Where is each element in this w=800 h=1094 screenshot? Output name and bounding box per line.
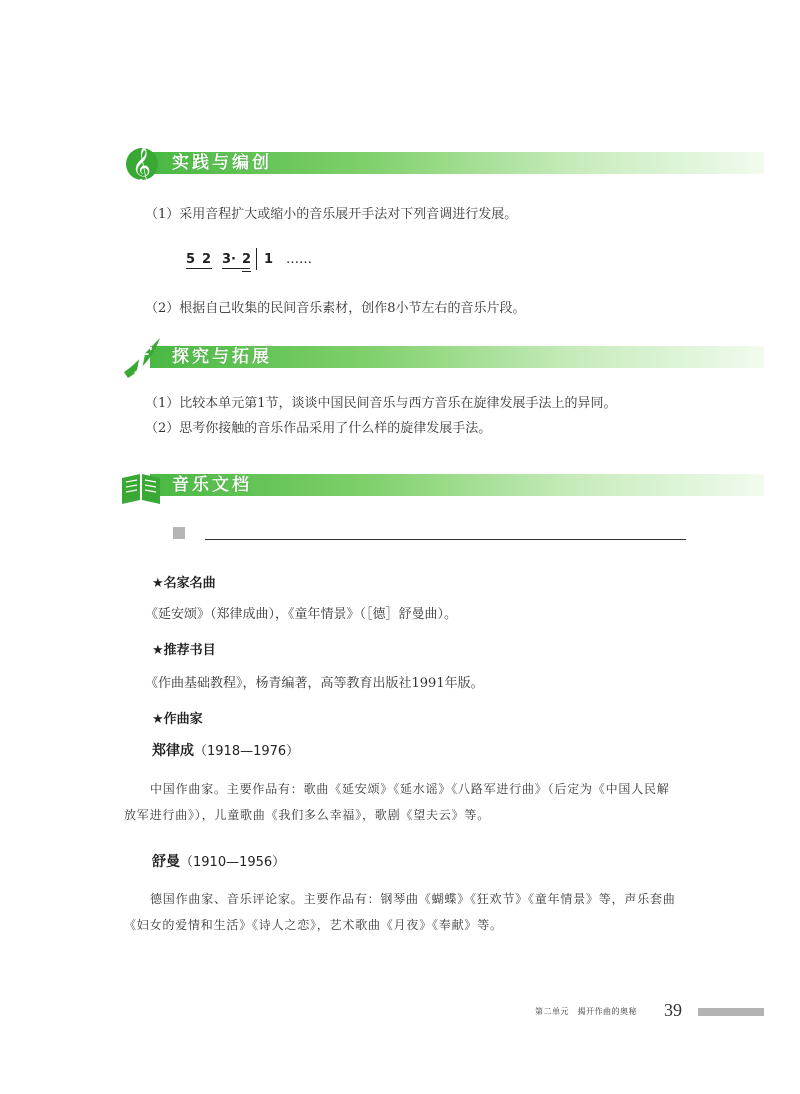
treble-clef-icon xyxy=(120,138,164,186)
notation-ellipsis: …… xyxy=(286,252,312,267)
explore-title: 探究与拓展 xyxy=(172,347,272,367)
composer-1-bio-line-1: 中国作曲家。主要作品有：歌曲《延安颂》《延水谣》《八路军进行曲》（后定为《中国人民解 xyxy=(150,782,670,796)
footer-gray-bar xyxy=(698,1008,764,1016)
practice-item-1: （1）采用音程扩大或缩小的音乐展开手法对下列音调进行发展。 xyxy=(145,207,518,222)
footer-unit-label: 第二单元 揭开作曲的奥秘 xyxy=(535,1007,637,1016)
horizontal-rule xyxy=(205,539,686,540)
recommended-books-text: 《作曲基础教程》，杨青编著，高等教育出版社1991年版。 xyxy=(145,676,484,691)
explore-item-1: （1）比较本单元第1节，谈谈中国民间音乐与西方音乐在旋律发展手法上的异同。 xyxy=(145,396,617,411)
explore-item-2: （2）思考你接触的音乐作品采用了什么样的旋律发展手法。 xyxy=(145,421,492,436)
explore-banner xyxy=(120,342,764,375)
practice-item-2: （2）根据自己收集的民间音乐素材，创作8小节左右的音乐片段。 xyxy=(145,301,526,316)
recommended-books-heading: ★推荐书目 xyxy=(152,643,216,658)
note-5: 5 xyxy=(186,252,196,267)
famous-works-text: 《延安颂》（郑律成曲），《童年情景》（［德］舒曼曲）。 xyxy=(145,607,458,622)
underline-eighth-1 xyxy=(186,268,212,269)
composer-2-name xyxy=(152,851,285,871)
underline-sixteenth xyxy=(242,271,251,272)
composer-2-years: （1910—1956） xyxy=(180,855,286,870)
composer-1-years: （1918—1976） xyxy=(194,744,300,759)
composer-1-bio-line-2: 放军进行曲》），儿童歌曲《我们多么幸福》，歌剧《望夫云》等。 xyxy=(124,808,491,822)
bar-line xyxy=(256,248,257,270)
composer-1-bio xyxy=(124,776,690,828)
famous-works-heading: ★名家名曲 xyxy=(152,576,216,591)
practice-title: 实践与编创 xyxy=(172,153,272,173)
note-2b: 2 xyxy=(242,252,252,267)
composer-1-name-text: 郑律成 xyxy=(152,743,194,759)
note-2: 2 xyxy=(202,252,212,267)
page-number: 39 xyxy=(664,1000,682,1020)
docs-banner xyxy=(120,474,764,500)
composer-1-name xyxy=(152,740,299,760)
docs-title: 音乐文档 xyxy=(172,475,252,495)
composer-2-bio xyxy=(124,886,690,938)
svg-text:𝄞: 𝄞 xyxy=(132,146,151,184)
note-3-dotted: 3· xyxy=(222,252,236,267)
note-1: 1 xyxy=(264,252,274,267)
open-book-icon xyxy=(120,460,164,508)
svg-text:f: f xyxy=(136,342,149,375)
composers-heading: ★作曲家 xyxy=(152,712,203,727)
underline-eighth-2 xyxy=(222,268,250,269)
composer-2-bio-line-2: 《妇女的爱情和生活》《诗人之恋》，艺术歌曲《月夜》《奉献》等。 xyxy=(124,918,503,932)
composer-2-bio-line-1: 德国作曲家、音乐评论家。主要作品有：钢琴曲《蝴蝶》《狂欢节》《童年情景》等，声乐套曲 xyxy=(150,892,676,906)
gray-square-marker xyxy=(173,527,185,539)
forte-icon xyxy=(120,332,164,380)
composer-2-name-text: 舒曼 xyxy=(152,854,180,870)
practice-banner xyxy=(120,146,764,184)
